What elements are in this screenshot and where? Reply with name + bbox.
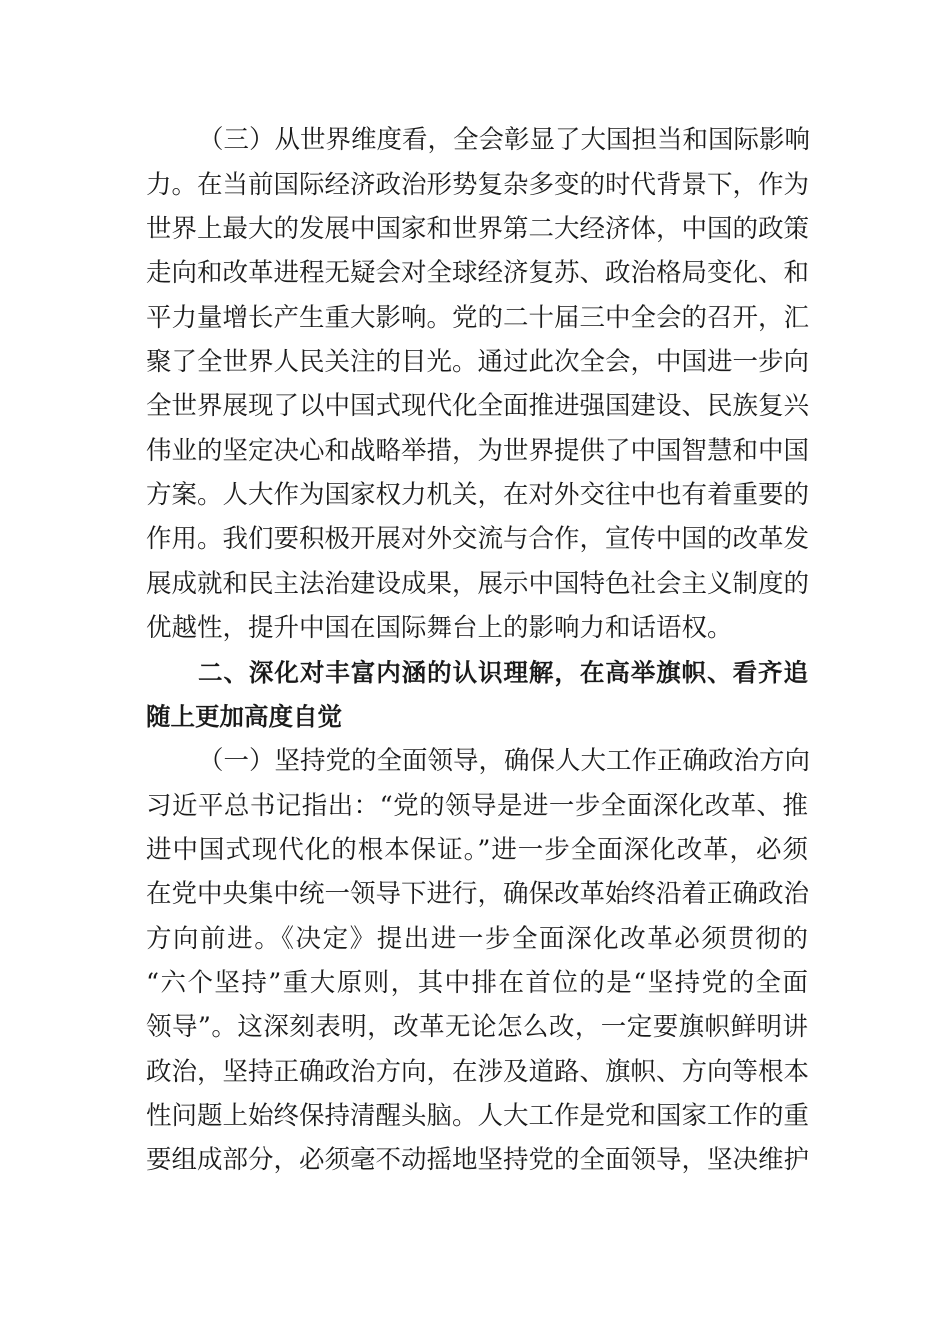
subsection-heading: （一）坚持党的全面领导，确保人大工作正确政治方向 xyxy=(198,746,811,776)
paragraph-line: “六个坚持”重大原则，其中排在首位的是“坚持党的全面 xyxy=(146,968,808,998)
paragraph-line: 领导”。这深刻表明，改革无论怎么改，一定要旗帜鲜明讲 xyxy=(146,1012,808,1042)
paragraph-line: 习近平总书记指出：“党的领导是进一步全面深化改革、推 xyxy=(146,791,808,821)
section-heading: 随上更加高度自觉 xyxy=(146,702,342,731)
paragraph-line: 聚了全世界人民关注的目光。通过此次全会，中国进一步向 xyxy=(146,347,810,377)
paragraph-line: 进中国式现代化的根本保证。”进一步全面深化改革，必须 xyxy=(146,835,808,865)
paragraph-line: 伟业的坚定决心和战略举措，为世界提供了中国智慧和中国 xyxy=(146,436,810,466)
paragraph-line: 在党中央集中统一领导下进行，确保改革始终沿着正确政治 xyxy=(146,879,810,909)
paragraph-line: 世界上最大的发展中国家和世界第二大经济体，中国的政策 xyxy=(146,214,810,244)
paragraph-line: 方案。人大作为国家权力机关，在对外交往中也有着重要的 xyxy=(146,480,810,510)
paragraph-line: 力。在当前国际经济政治形势复杂多变的时代背景下，作为 xyxy=(146,170,810,200)
paragraph-line: 展成就和民主法治建设成果，展示中国特色社会主义制度的 xyxy=(146,569,810,599)
paragraph-line: 平力量增长产生重大影响。党的二十届三中全会的召开，汇 xyxy=(146,303,810,333)
section-heading: 二、深化对丰富内涵的认识理解，在高举旗帜、看齐追 xyxy=(198,658,808,687)
paragraph-line: 要组成部分，必须毫不动摇地坚持党的全面领导，坚决维护 xyxy=(146,1145,810,1175)
paragraph-line: 性问题上始终保持清醒头脑。人大工作是党和国家工作的重 xyxy=(146,1101,810,1131)
paragraph-line: 全世界展现了以中国式现代化全面推进强国建设、民族复兴 xyxy=(146,391,810,421)
paragraph-line: （三）从世界维度看，全会彰显了大国担当和国际影响 xyxy=(198,125,811,155)
paragraph-line: 走向和改革进程无疑会对全球经济复苏、政治格局变化、和 xyxy=(146,258,810,288)
paragraph-line: 政治，坚持正确政治方向，在涉及道路、旗帜、方向等根本 xyxy=(146,1057,810,1087)
paragraph-line: 优越性，提升中国在国际舞台上的影响力和话语权。 xyxy=(146,613,733,643)
paragraph-line: 方向前进。《决定》提出进一步全面深化改革必须贯彻的 xyxy=(146,924,808,954)
paragraph-line: 作用。我们要积极开展对外交流与合作，宣传中国的改革发 xyxy=(146,524,810,554)
